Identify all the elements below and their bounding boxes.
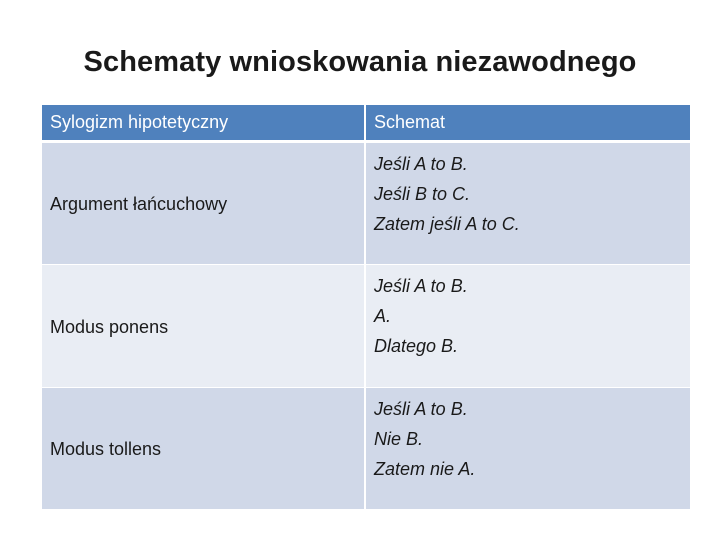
slide-title: Schematy wnioskowania niezawodnego [83,46,637,78]
row-name-chain-argument: Argument łańcuchowy [42,142,364,264]
schema-line: Jeśli A to B. [374,276,468,296]
row-name-modus-ponens: Modus ponens [42,264,364,387]
schema-line: Zatem nie A. [374,459,476,479]
schema-line: Zatem jeśli A to C. [374,214,520,234]
header-schema: Schemat [364,105,690,142]
schema-line: Nie B. [374,429,424,449]
row-schema [364,387,690,509]
inference-schemes-table [42,105,690,509]
table-row [42,387,690,509]
table-row [42,264,690,387]
schema-line: Jeśli A to B. [374,154,468,174]
schema-line: Dlatego B. [374,336,459,356]
row-name-modus-tollens: Modus tollens [42,387,364,509]
schema-line: Jeśli B to C. [374,184,471,204]
row-schema [364,142,690,264]
header-hypothetical-syllogism: Sylogizm hipotetyczny [42,105,364,142]
table-header-row [42,105,690,142]
table-row [42,142,690,264]
schema-line: Jeśli A to B. [374,399,468,419]
schema-line: A. [374,306,392,326]
row-schema [364,264,690,387]
